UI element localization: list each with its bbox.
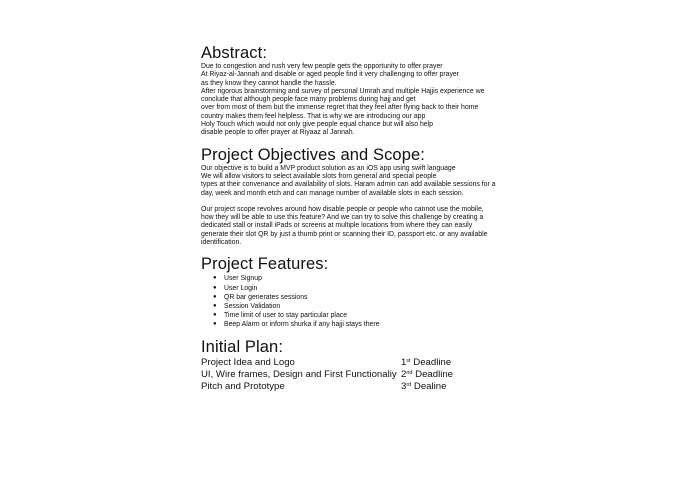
features-list xyxy=(201,274,501,329)
list-item xyxy=(213,311,501,320)
feature-label: QR bar generates sessions xyxy=(224,293,308,301)
objectives-line: We will allow visitors to select available slots from general and special people xyxy=(201,172,437,180)
scope-line: Our project scope revolves around how disable people or people who cannot use the mobile, xyxy=(201,205,484,213)
bullet-icon: ● xyxy=(213,302,217,309)
features-heading: Project Features: xyxy=(201,255,329,274)
deadline-ordinal: st xyxy=(406,357,411,364)
objectives-line: day, week and month etch and can manage number of available slots in each session. xyxy=(201,189,464,197)
feature-label: User Login xyxy=(224,284,258,292)
deadline-label: Deadline xyxy=(412,368,454,380)
abstract-line: disable people to offer prayer at Riyaaz al Jannah. xyxy=(201,129,355,137)
abstract-line: conclude that although people face many problems during hajj and get xyxy=(201,96,416,104)
bullet-icon: ● xyxy=(213,284,217,291)
plan-deadline xyxy=(401,357,451,369)
scope-line: how they will be able to use this feature? And we can try to solve this challenge by creating a xyxy=(201,214,484,222)
feature-label: Session Validation xyxy=(224,302,281,310)
abstract-heading: Abstract: xyxy=(201,44,268,62)
deadline-number: 1 xyxy=(401,356,407,368)
list-item xyxy=(213,274,501,283)
scope-line: identification. xyxy=(201,239,242,247)
list-item xyxy=(213,302,501,311)
deadline-label: Dealine xyxy=(411,381,447,393)
document-page xyxy=(201,43,501,393)
abstract-line: At Riyaz-al-Jannah and disable or aged people find it very challenging to offer prayer xyxy=(201,71,460,79)
feature-label: Time limit of user to stay particular place xyxy=(224,312,348,320)
abstract-line: After rigorous brainstorming and survey of personal Umrah and multiple Hajjis experience we xyxy=(201,87,485,95)
abstract-line: Due to congestion and rush very few people gets the opportunity to offer prayer xyxy=(201,63,443,70)
abstract-line: Holy Touch which would not only give people equal chance but will also help xyxy=(201,121,434,129)
abstract-body xyxy=(201,63,501,138)
plan-task: UI, Wire frames, Design and First Functionaliy xyxy=(201,368,397,380)
list-item xyxy=(213,320,501,329)
plan-row xyxy=(201,381,501,393)
list-item xyxy=(213,284,501,293)
objectives-line: Our objective is to build a MVP product solution as an iOS app using swift language xyxy=(201,164,456,172)
plan-deadline xyxy=(401,369,453,381)
plan-task: Project Idea and Logo xyxy=(201,356,295,368)
deadline-number: 3 xyxy=(401,381,407,393)
plan-row xyxy=(201,357,501,369)
scope-line: generate their slot QR by just a thumb print or scanning their ID, passport etc. or any available xyxy=(201,230,488,238)
list-item xyxy=(213,293,501,302)
plan-heading: Initial Plan: xyxy=(201,337,284,356)
scope-line: dedicated stall or install iPads or screens at multiple locations from where they can easily xyxy=(201,222,473,230)
feature-label: Beep Alarm or inform shurka if any hajji stays there xyxy=(224,321,380,329)
abstract-line: over from most of them but the immense regret that they feel after flying back to their home xyxy=(201,104,479,112)
plan-table xyxy=(201,357,501,394)
plan-task: Pitch and Prototype xyxy=(201,381,285,393)
deadline-label: Deadline xyxy=(410,356,452,368)
deadline-number: 2 xyxy=(401,368,407,380)
abstract-line: country makes them feel helpless. That is why we are introducing our app xyxy=(201,112,426,120)
feature-label: User Signup xyxy=(224,275,262,283)
bullet-icon: ● xyxy=(213,293,217,300)
plan-row xyxy=(201,369,501,381)
bullet-icon: ● xyxy=(213,312,217,319)
objectives-body xyxy=(201,165,501,248)
objectives-line: types at their convenance and availability of slots. Haram admin can add available sessions for a xyxy=(201,181,496,189)
bullet-icon: ● xyxy=(213,275,217,282)
bullet-icon: ● xyxy=(213,321,217,328)
deadline-ordinal: rd xyxy=(406,382,412,389)
objectives-heading: Project Objectives and Scope: xyxy=(201,145,425,164)
deadline-ordinal: nd xyxy=(406,369,413,376)
abstract-line: as they know they cannot handle the hassle. xyxy=(201,79,337,87)
plan-deadline xyxy=(401,381,446,393)
